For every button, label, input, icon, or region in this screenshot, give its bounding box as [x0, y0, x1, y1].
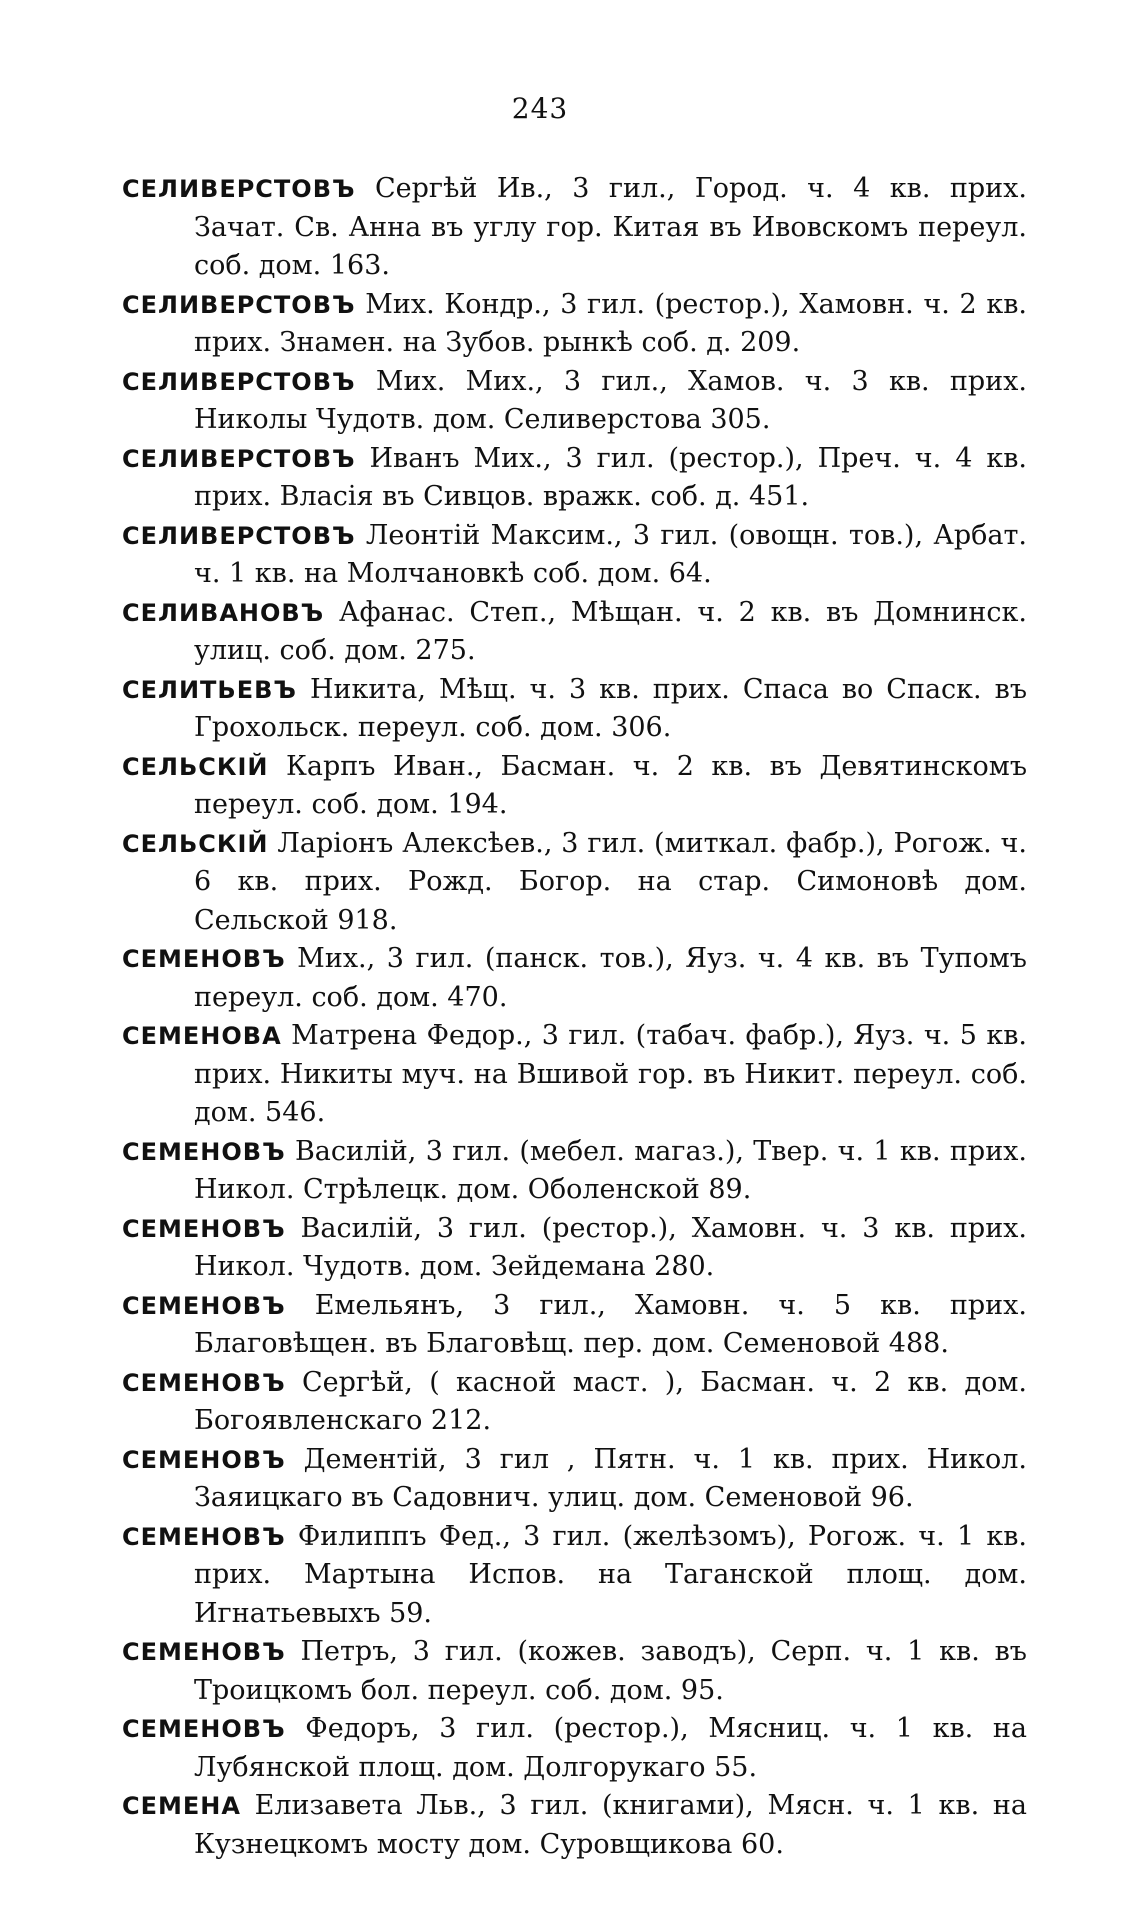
directory-entry: [122, 1133, 1027, 1210]
entry-details: Емельянъ, 3 гил., Хамовн. ч. 5 кв. прих. Благовѣщен. въ Благовѣщ. пер. дом. Семеновой 488.: [194, 1289, 1027, 1359]
directory-entry: [122, 1787, 1027, 1864]
directory-entry: [122, 671, 1027, 748]
directory-entry: [122, 1710, 1027, 1787]
directory-entry: [122, 440, 1027, 517]
directory-entry: [122, 594, 1027, 671]
entry-details: Елизавета Льв., 3 гил. (книгами), Мясн. ч. 1 кв. на Кузнецкомъ мосту дом. Суровщикова 60.: [194, 1790, 1027, 1860]
entry-details: Василій, 3 гил. (рестор.), Хамовн. ч. 3 кв. прих. Никол. Чудотв. дом. Зейдемана 280.: [194, 1212, 1027, 1282]
entry-details: Афанас. Степ., Мѣщан. ч. 2 кв. въ Домнинск. улиц. соб. дом. 275.: [194, 596, 1027, 666]
entry-surname: СЕЛИВЕРСТОВЪ: [122, 444, 356, 473]
directory-entry: [122, 1210, 1027, 1287]
entry-surname: СЕЛЬСКІЙ: [122, 829, 269, 858]
directory-entry: [122, 1364, 1027, 1441]
directory-entries: [122, 170, 1027, 1864]
page-number: 243: [511, 92, 569, 125]
entry-details: Иванъ Мих., 3 гил. (рестор.), Преч. ч. 4 кв. прих. Власія въ Сивцов. вражк. соб. д. 451.: [194, 442, 1027, 512]
entry-surname: СЕМЕНОВА: [122, 1022, 282, 1050]
directory-entry: [122, 1441, 1027, 1518]
directory-entry: [122, 1017, 1027, 1133]
entry-surname: СЕЛИВЕРСТОВЪ: [122, 521, 356, 550]
entry-surname: СЕЛИВАНОВЪ: [122, 598, 325, 627]
entry-details: Сергѣй, ( касной маст. ), Басман. ч. 2 кв. дом. Богоявленскаго 212.: [194, 1366, 1027, 1436]
entry-surname: СЕЛИВЕРСТОВЪ: [122, 367, 356, 396]
entry-details: Василій, 3 гил. (мебел. магаз.), Твер. ч. 1 кв. прих. Никол. Стрѣлецк. дом. Оболенской 89.: [194, 1135, 1027, 1205]
entry-details: Леонтій Максим., 3 гил. (овощн. тов.), Арбат. ч. 1 кв. на Молчановкѣ соб. дом. 64.: [194, 519, 1027, 589]
entry-details: Петръ, 3 гил. (кожев. заводъ), Серп. ч. 1 кв. въ Троицкомъ бол. переул. соб. дом. 95.: [194, 1636, 1027, 1706]
directory-entry: [122, 748, 1027, 825]
entry-details: Мих. Мих., 3 гил., Хамов. ч. 3 кв. прих. Николы Чудотв. дом. Селиверстова 305.: [194, 365, 1027, 435]
entry-surname: СЕМЕНОВЪ: [122, 1368, 286, 1397]
entry-details: Дементій, 3 гил , Пятн. ч. 1 кв. прих. Никол. Заяицкаго въ Садовнич. улиц. дом. Семеновой 96.: [194, 1443, 1027, 1513]
directory-entry: [122, 940, 1027, 1017]
entry-surname: СЕЛИВЕРСТОВЪ: [122, 290, 356, 319]
entry-details: Федоръ, 3 гил. (рестор.), Мясниц. ч. 1 кв. на Лубянской площ. дом. Долгорукаго 55.: [194, 1713, 1027, 1783]
entry-surname: СЕМЕНОВЪ: [122, 1715, 286, 1743]
entry-details: Никита, Мѣщ. ч. 3 кв. прих. Спаса во Спаск. въ Грохольск. переул. соб. дом. 306.: [194, 673, 1027, 743]
entry-surname: СЕМЕНОВЪ: [122, 1445, 286, 1474]
entry-details: Мих. Кондр., 3 гил. (рестор.), Хамовн. ч. 2 кв. прих. Знамен. на Зубов. рынкѣ соб. д. 209.: [194, 288, 1027, 358]
directory-entry: [122, 1518, 1027, 1634]
entry-surname: СЕМЕНА: [122, 1792, 241, 1820]
entry-surname: СЕМЕНОВЪ: [122, 1638, 286, 1666]
entry-surname: СЕМЕНОВЪ: [122, 1291, 286, 1320]
entry-details: Матрена Федор., 3 гил. (табач. фабр.), Яуз. ч. 5 кв. прих. Никиты муч. на Вшивой гор. въ Никит. переул. соб. дом. 546.: [194, 1020, 1027, 1128]
entry-details: Сергѣй Ив., 3 гил., Город. ч. 4 кв. прих. Зачат. Св. Анна въ углу гор. Китая въ Ивовскомъ переул. соб. дом. 163.: [194, 173, 1027, 281]
directory-entry: [122, 286, 1027, 363]
entry-surname: СЕМЕНОВЪ: [122, 945, 286, 973]
entry-details: Мих., 3 гил. (панск. тов.), Яуз. ч. 4 кв. въ Тупомъ переул. соб. дом. 470.: [194, 943, 1027, 1013]
entry-surname: СЕМЕНОВЪ: [122, 1522, 286, 1551]
entry-surname: СЕМЕНОВЪ: [122, 1214, 286, 1243]
entry-surname: СЕЛЬСКІЙ: [122, 752, 269, 781]
entry-surname: СЕМЕНОВЪ: [122, 1137, 286, 1166]
entry-details: Филиппъ Фед., 3 гил. (желѣзомъ), Рогож. ч. 1 кв. прих. Мартына Испов. на Таганской площ. дом. Игнатьевыхъ 59.: [194, 1520, 1027, 1629]
directory-entry: [122, 1633, 1027, 1710]
directory-entry: [122, 170, 1027, 286]
entry-details: Карпъ Иван., Басман. ч. 2 кв. въ Девятинскомъ переул. соб. дом. 194.: [194, 750, 1027, 820]
directory-entry: [122, 517, 1027, 594]
directory-entry: [122, 363, 1027, 440]
entry-surname: СЕЛИТЬЕВЪ: [122, 675, 297, 704]
directory-entry: [122, 825, 1027, 941]
entry-details: Ларіонъ Алексѣев., 3 гил. (миткал. фабр.), Рогож. ч. 6 кв. прих. Рожд. Богор. на стар. Симоновѣ дом. Сельской 918.: [194, 827, 1027, 936]
directory-entry: [122, 1287, 1027, 1364]
entry-surname: СЕЛИВЕРСТОВЪ: [122, 175, 356, 203]
